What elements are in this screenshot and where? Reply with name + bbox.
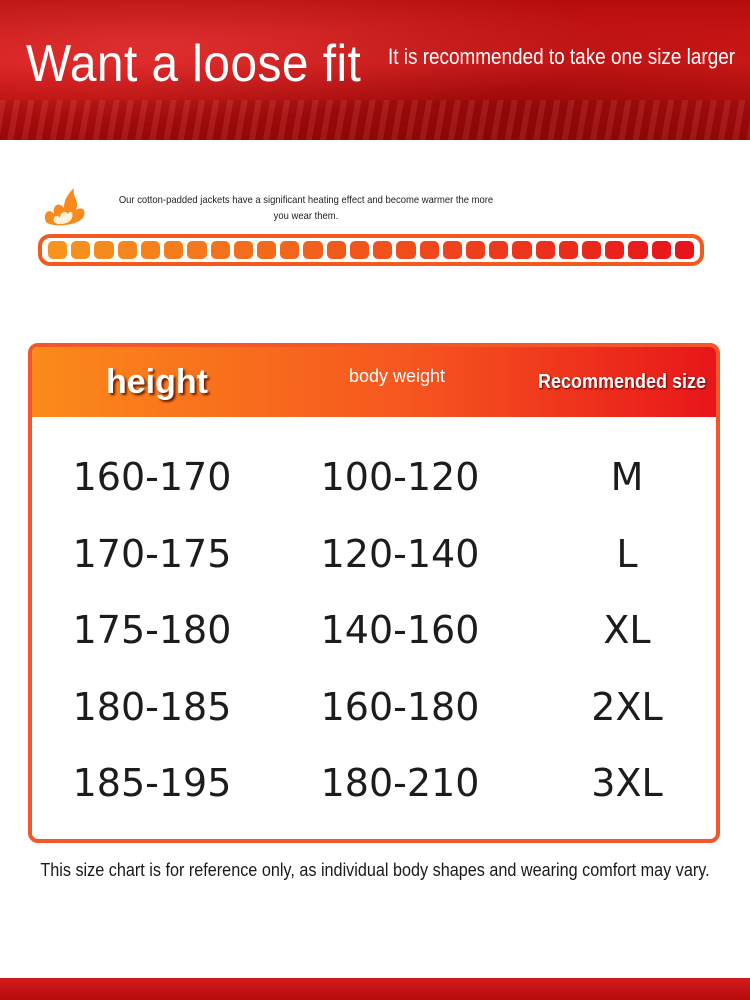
weight-cell: 180-210 bbox=[320, 761, 480, 806]
heat-cell bbox=[443, 241, 462, 259]
table-row bbox=[32, 592, 716, 669]
heat-cell bbox=[48, 241, 67, 259]
heat-cell bbox=[652, 241, 671, 259]
heat-cell bbox=[303, 241, 322, 259]
heat-cell bbox=[489, 241, 508, 259]
heat-caption: Our cotton-padded jackets have a significant heating effect and become warmer the more you wear them. bbox=[118, 194, 494, 222]
height-cell: 170-175 bbox=[72, 531, 232, 576]
heat-cell bbox=[71, 241, 90, 259]
weight-cell: 100-120 bbox=[320, 455, 480, 500]
table-row bbox=[32, 745, 716, 822]
heat-cell bbox=[582, 241, 601, 259]
heat-cell bbox=[420, 241, 439, 259]
heat-cell bbox=[118, 241, 137, 259]
weight-cell: 140-160 bbox=[320, 608, 480, 653]
heat-cell bbox=[373, 241, 392, 259]
bottom-banner-strip bbox=[0, 978, 750, 1000]
height-cell: 175-180 bbox=[72, 608, 232, 653]
table-row bbox=[32, 669, 716, 746]
heat-cell bbox=[350, 241, 369, 259]
table-header bbox=[32, 347, 716, 417]
heat-bar bbox=[38, 234, 704, 266]
size-cell: 2XL bbox=[591, 684, 663, 729]
top-banner bbox=[0, 0, 750, 140]
size-cell: XL bbox=[603, 608, 651, 653]
header-height: height bbox=[106, 362, 208, 401]
size-cell: L bbox=[616, 531, 638, 576]
table-body bbox=[32, 439, 716, 822]
heat-cell bbox=[559, 241, 578, 259]
height-cell: 185-195 bbox=[72, 761, 232, 806]
heat-cell bbox=[94, 241, 113, 259]
heat-cell bbox=[512, 241, 531, 259]
heat-cell bbox=[280, 241, 299, 259]
header-recommended-size: Recommended size bbox=[537, 370, 707, 393]
heat-cell bbox=[396, 241, 415, 259]
size-chart-table bbox=[28, 343, 720, 843]
heat-cell bbox=[675, 241, 694, 259]
table-row bbox=[32, 439, 716, 516]
heat-cell bbox=[164, 241, 183, 259]
heat-cell bbox=[211, 241, 230, 259]
height-cell: 160-170 bbox=[72, 455, 232, 500]
heat-cell bbox=[327, 241, 346, 259]
heat-cell bbox=[628, 241, 647, 259]
disclaimer-text: This size chart is for reference only, as individual body shapes and wearing comfort may vary. bbox=[40, 860, 710, 880]
heat-cell bbox=[141, 241, 160, 259]
heat-cell bbox=[466, 241, 485, 259]
table-row bbox=[32, 516, 716, 593]
banner-title: Want a loose fit bbox=[26, 35, 362, 93]
header-body-weight: body weight bbox=[348, 365, 446, 386]
heat-indicator bbox=[36, 180, 716, 280]
weight-cell: 120-140 bbox=[320, 531, 480, 576]
height-cell: 180-185 bbox=[72, 684, 232, 729]
heat-cell bbox=[234, 241, 253, 259]
size-cell: M bbox=[610, 455, 644, 500]
heat-cell bbox=[536, 241, 555, 259]
heat-cell bbox=[187, 241, 206, 259]
flame-icon bbox=[40, 186, 90, 226]
weight-cell: 160-180 bbox=[320, 684, 480, 729]
size-cell: 3XL bbox=[591, 761, 663, 806]
heat-cell bbox=[257, 241, 276, 259]
heat-cell bbox=[605, 241, 624, 259]
banner-subtitle: It is recommended to take one size larger bbox=[388, 44, 736, 69]
